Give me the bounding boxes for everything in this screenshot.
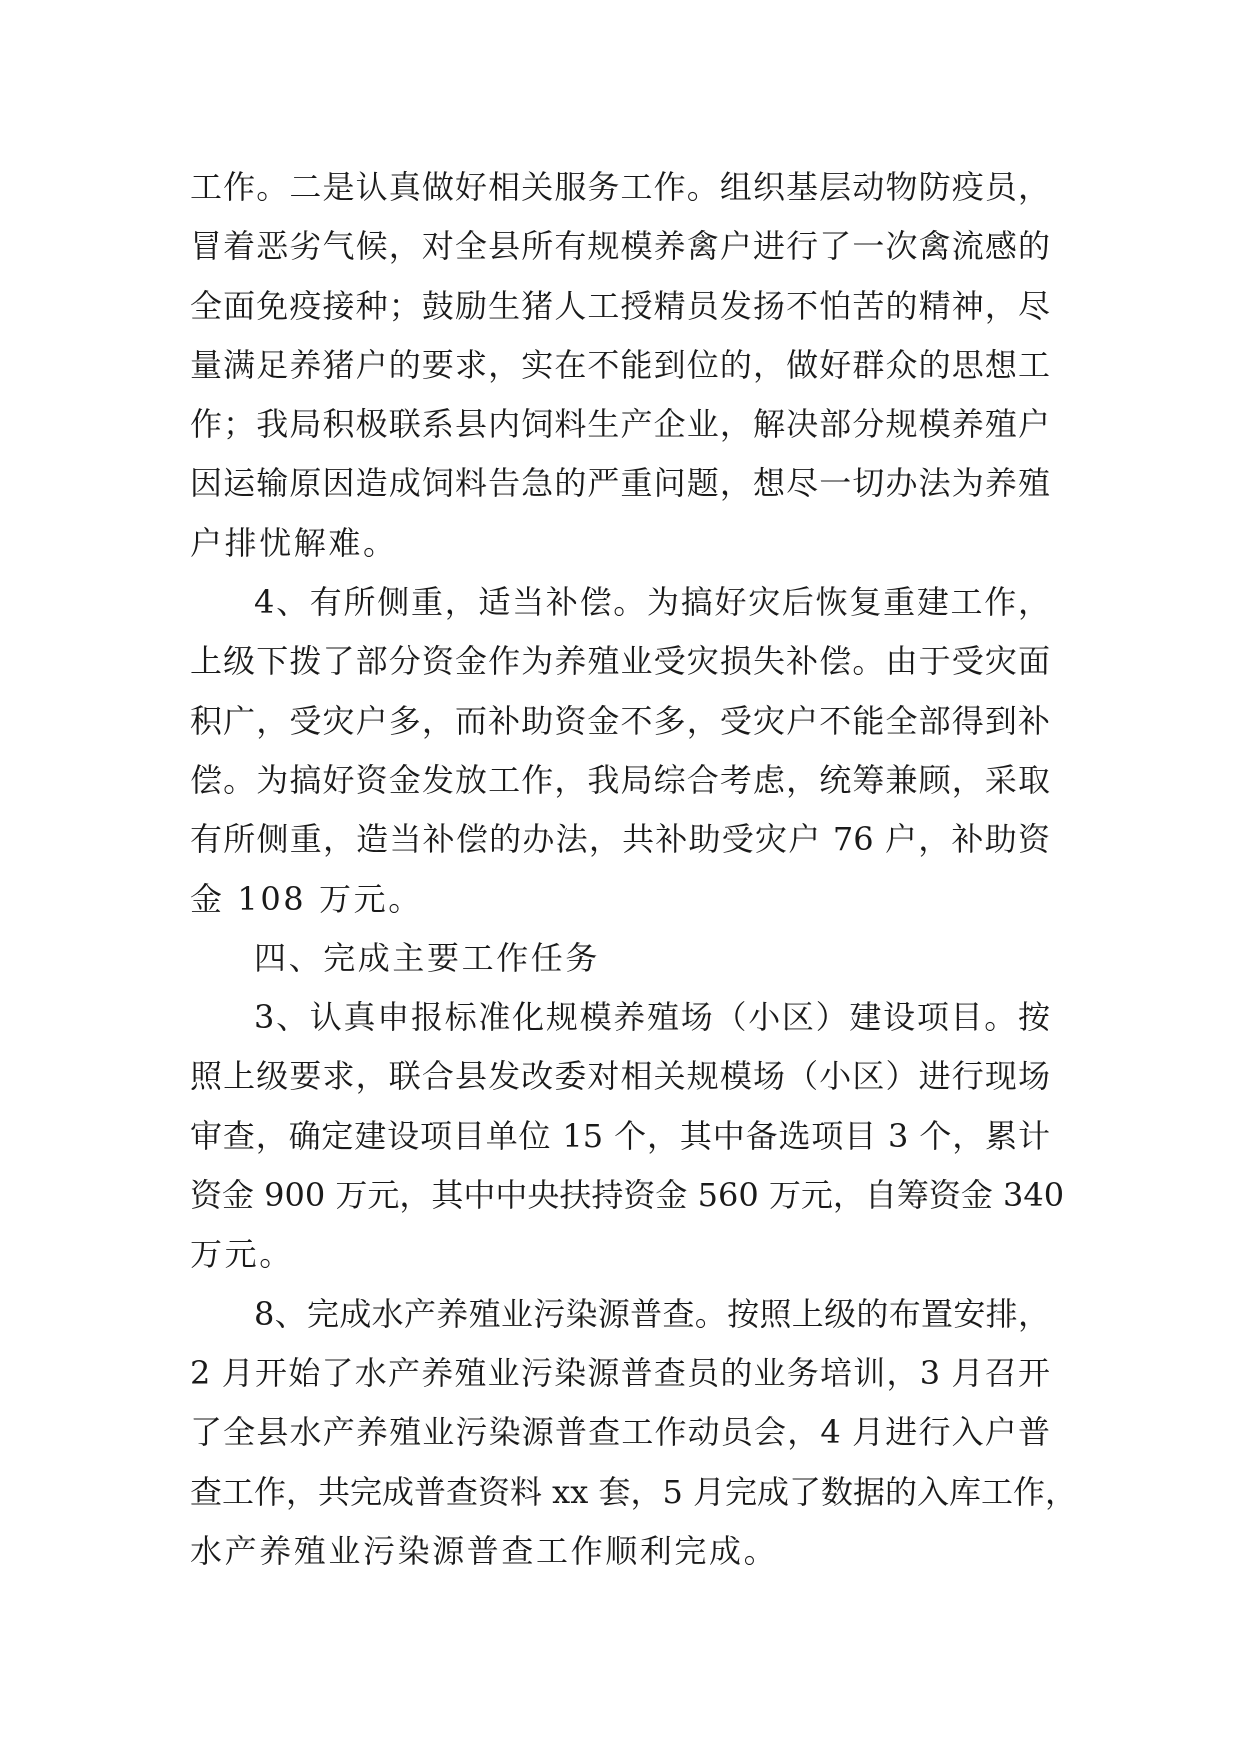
- paragraph-line: 8、完成水产养殖业污染源普查。按照上级的布置安排，: [254, 1294, 1050, 1333]
- paragraph-line: 因运输原因造成饲料告急的严重问题，想尽一切办法为养殖: [190, 464, 1050, 503]
- paragraph-line: 水产养殖业污染源普查工作顺利完成。: [190, 1531, 779, 1570]
- paragraph-line: 审查，确定建设项目单位 15 个，其中备选项目 3 个，累计: [190, 1116, 1050, 1155]
- paragraph-line: 3、认真申报标准化规模养殖场（小区）建设项目。按: [254, 998, 1050, 1037]
- paragraph-line: 工作。二是认真做好相关服务工作。组织基层动物防疫员，: [190, 168, 1050, 206]
- paragraph-line: 查工作，共完成普查资料 xx 套，5 月完成了数据的入库工作，: [190, 1472, 1077, 1511]
- paragraph-line: 上级下拨了部分资金作为养殖业受灾损失补偿。由于受灾面: [190, 642, 1050, 681]
- paragraph-line: 冒着恶劣气候，对全县所有规模养禽户进行了一次禽流感的: [190, 227, 1050, 266]
- paragraph-line: 户排忧解难。: [190, 523, 398, 562]
- paragraph-line: 有所侧重，造当补偿的办法，共补助受灾户 76 户，补助资: [190, 820, 1050, 859]
- paragraph-line: 资金 900 万元，其中中央扶持资金 560 万元，自筹资金 340: [190, 1176, 1065, 1215]
- paragraph-line: 积广，受灾户多，而补助资金不多，受灾户不能全部得到补: [190, 701, 1050, 740]
- paragraph-line: 作；我局积极联系县内饲料生产企业，解决部分规模养殖户: [190, 405, 1050, 444]
- paragraph-line: 2 月开始了水产养殖业污染源普查员的业务培训，3 月召开: [190, 1353, 1050, 1392]
- paragraph-line: 了全县水产养殖业污染源普查工作动员会，4 月进行入户普: [190, 1413, 1050, 1452]
- paragraph-line: 金 108 万元。: [190, 879, 423, 918]
- section-heading: 四、完成主要工作任务: [254, 938, 601, 977]
- paragraph-line: 4、有所侧重，适当补偿。为搞好灾后恢复重建工作，: [254, 583, 1050, 622]
- paragraph-line: 偿。为搞好资金发放工作，我局综合考虑，统筹兼顾，采取: [190, 760, 1050, 799]
- paragraph-line: 量满足养猪户的要求，实在不能到位的，做好群众的思想工: [190, 345, 1050, 384]
- paragraph-line: 万元。: [190, 1235, 294, 1274]
- paragraph-line: 照上级要求，联合县发改委对相关规模场（小区）进行现场: [190, 1057, 1050, 1096]
- document-body: [190, 158, 1077, 1581]
- paragraph-line: 全面免疫接种；鼓励生猪人工授精员发扬不怕苦的精神，尽: [190, 286, 1050, 325]
